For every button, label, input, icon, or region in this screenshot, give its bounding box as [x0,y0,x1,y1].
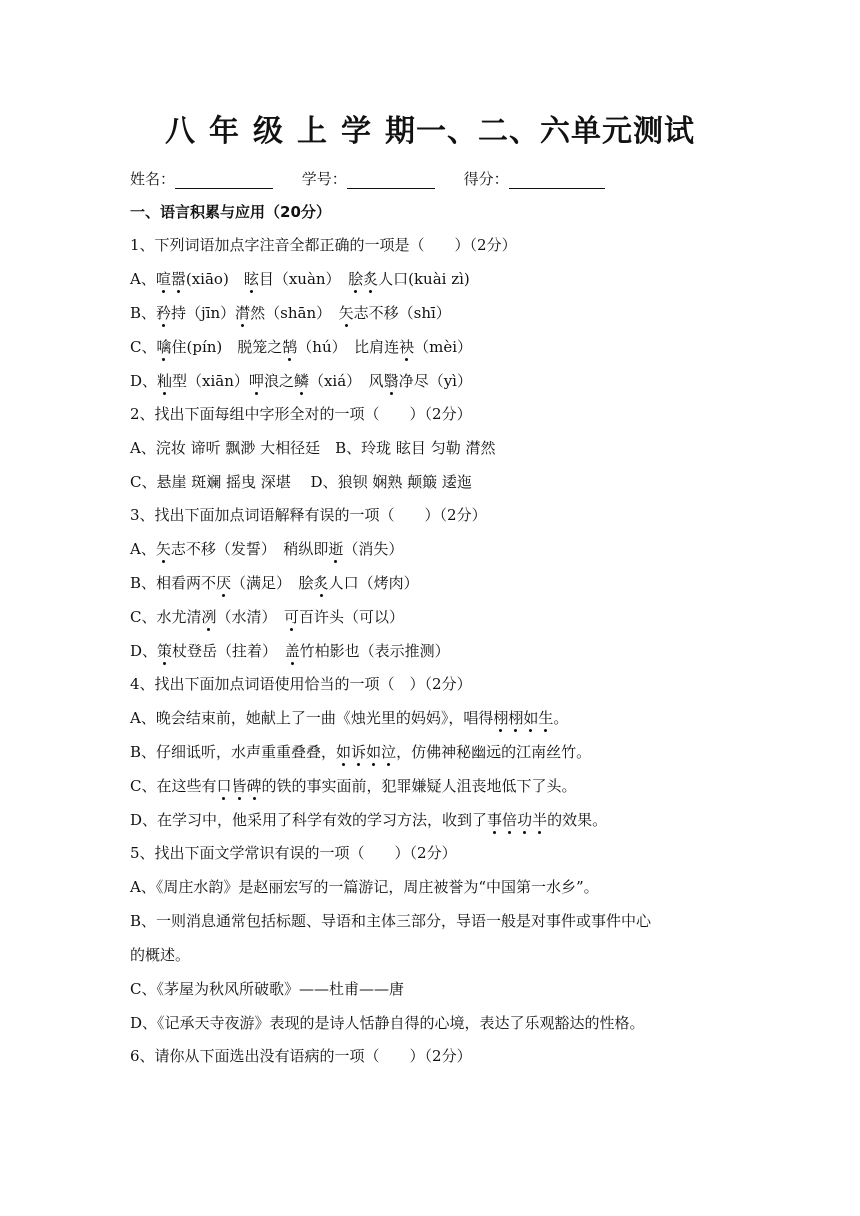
score-field[interactable] [509,174,605,189]
question-2-stem: 2、找出下面每组中字形全对的一项（ ）（2分） [130,405,472,423]
question-6-stem: 6、请你从下面选出没有语病的一项（ ）（2分） [130,1047,472,1065]
question-1-option-a: A、喧嚣(xiāo) 眩目（xuàn） 脍炙人口(kuài zì) [130,270,470,288]
question-1-stem: 1、下列词语加点字注音全都正确的一项是（ ）（2分） [130,236,517,254]
question-3-option-c: C、水尤清冽（水清） 可百许头（可以） [130,608,405,626]
question-4-option-d: D、在学习中，他采用了科学有效的学习方法，收到了事倍功半的效果。 [130,811,608,829]
question-4-option-c: C、在这些有口皆碑的铁的事实面前，犯罪嫌疑人沮丧地低下了头。 [130,777,577,795]
question-5-option-b-continued: 的概述。 [130,946,191,964]
question-3-stem: 3、找出下面加点词语解释有误的一项（ ）（2分） [130,506,487,524]
question-2-options-ab: A、浣妆 谛听 飘渺 大相径廷 B、玲珑 眩目 匀勒 潸然 [130,439,496,457]
section-heading: 一、语言积累与应用（20分） [130,203,331,221]
title-spaced-part: 八年级上学 [165,114,385,149]
question-3-option-d: D、策杖登岳（拄着） 盖竹柏影也（表示推测） [130,642,450,660]
question-5-option-c: C、《茅屋为秋风所破歌》——杜甫——唐 [130,980,404,998]
id-label: 学号： [301,170,347,188]
question-1-option-d: D、籼型（xiān）呷浪之鳞（xiá） 风翳净尽（yì） [130,372,472,390]
question-4-option-b: B、仔细诋听，水声重重叠叠，如诉如泣，仿佛神秘幽远的江南丝竹。 [130,743,592,761]
title-rest-part: 期一、二、六单元测试 [385,114,695,149]
question-5-stem: 5、找出下面文学常识有误的一项（ ）（2分） [130,844,457,862]
question-1-option-b: B、矜持（jīn）潸然（shān） 矢志不移（shī） [130,304,451,322]
page-title [0,106,860,150]
question-5-option-b: B、一则消息通常包括标题、导语和主体三部分，导语一般是对事件或事件中心 [130,912,652,930]
question-5-option-a: A、《周庄水韵》是赵丽宏写的一篇游记，周庄被誉为“中国第一水乡”。 [130,878,599,896]
name-label: 姓名： [130,170,176,188]
question-2-options-cd: C、悬崖 斑斓 摇曳 深堪 D、狼钡 娴熟 颠簸 逶迤 [130,473,472,491]
question-1-option-c: C、噙住(pín) 脱笼之鹄（hú） 比肩连袂（mèi） [130,338,473,356]
score-label: 得分： [463,170,509,188]
question-3-option-a: A、矢志不移（发誓） 稍纵即逝（消失） [130,540,404,558]
question-3-option-b: B、相看两不厌（满足） 脍炙人口（烤肉） [130,574,419,592]
student-id-field[interactable] [347,174,435,189]
question-4-stem: 4、找出下面加点词语使用恰当的一项（ ）（2分） [130,675,472,693]
question-4-option-a: A、晚会结束前，她献上了一曲《烛光里的妈妈》，唱得栩栩如生。 [130,709,569,727]
question-5-option-d: D、《记承天寺夜游》表现的是诗人恬静自得的心境，表达了乐观豁达的性格。 [130,1014,645,1032]
student-info-row [130,168,629,189]
name-field[interactable] [175,174,273,189]
